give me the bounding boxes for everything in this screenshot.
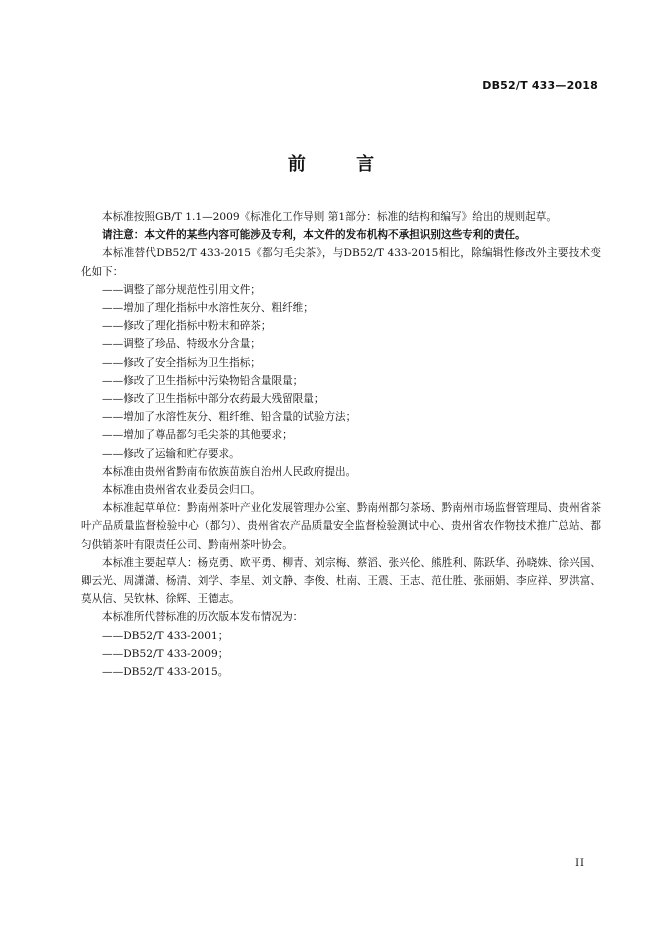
drafting-rules-paragraph: 本标准按照GB/T 1.1—2009《标准化工作导则 第1部分：标准的结构和编写》给出的规则起草。 [102, 211, 557, 223]
list-item: ——增加了理化指标中水溶性灰分、粗纤维； [102, 302, 314, 315]
drafters-paragraph: 本标准主要起草人：杨克勇、欧平勇、柳青、刘宗梅、蔡滔、张兴伦、熊胜利、陈跃华、孙晓姝、徐兴国、卿云光、周潇潇、杨清、刘学、李星、刘文静、李俊、杜南、王震、王志、范仕胜、张丽娟、李应祥、罗洪富、莫从信、吴钦林、徐辉、王德志。 [81, 556, 601, 606]
standard-number: DB52/T 433—2018 [482, 79, 598, 92]
version-item: ——DB52/T 433-2009； [102, 647, 229, 660]
centralized-by-paragraph: 本标准由贵州省农业委员会归口。 [102, 484, 261, 497]
page-number: II [575, 858, 585, 869]
list-item: ——修改了理化指标中粉末和碎茶； [102, 320, 272, 333]
version-item: ——DB52/T 433-2001； [102, 629, 229, 642]
patent-notice: 请注意：本文件的某些内容可能涉及专利，本文件的发布机构不承担识别这些专利的责任。 [102, 229, 526, 242]
list-item: ——调整了珍品、特级水分含量； [102, 338, 261, 351]
list-item: ——增加了水溶性灰分、粗纤维、铅含量的试验方法； [102, 411, 357, 424]
document-body [81, 208, 601, 681]
list-item: ——修改了运输和贮存要求。 [102, 447, 240, 460]
drafting-units-paragraph: 本标准起草单位：黔南州茶叶产业化发展管理办公室、黔南州都匀茶场、黔南州市场监督管理局、贵州省茶叶产品质量监督检验中心（都匀）、贵州省农产品质量安全监督检验测试中心、贵州省农作物技术推广总站、都匀供销茶叶有限责任公司、黔南州茶叶协会。 [81, 502, 601, 551]
list-item: ——增加了尊品都匀毛尖茶的其他要求； [102, 429, 293, 442]
replacement-paragraph: 本标准替代DB52/T 433-2015《都匀毛尖茶》，与DB52/T 433-2015相比，除编辑性修改外主要技术变化如下： [81, 247, 601, 278]
proposer-paragraph: 本标准由贵州省黔南布依族苗族自治州人民政府提出。 [102, 465, 357, 478]
list-item: ——修改了卫生指标中污染物铅含量限量； [102, 374, 304, 387]
list-item: ——调整了部分规范性引用文件； [102, 283, 261, 296]
version-item: ——DB52/T 433-2015。 [102, 666, 229, 679]
list-item: ——修改了安全指标为卫生指标； [102, 356, 261, 369]
page-title: 前 言 [287, 154, 397, 175]
versions-intro-paragraph: 本标准所代替标准的历次版本发布情况为： [102, 611, 304, 624]
list-item: ——修改了卫生指标中部分农药最大残留限量； [102, 393, 325, 406]
